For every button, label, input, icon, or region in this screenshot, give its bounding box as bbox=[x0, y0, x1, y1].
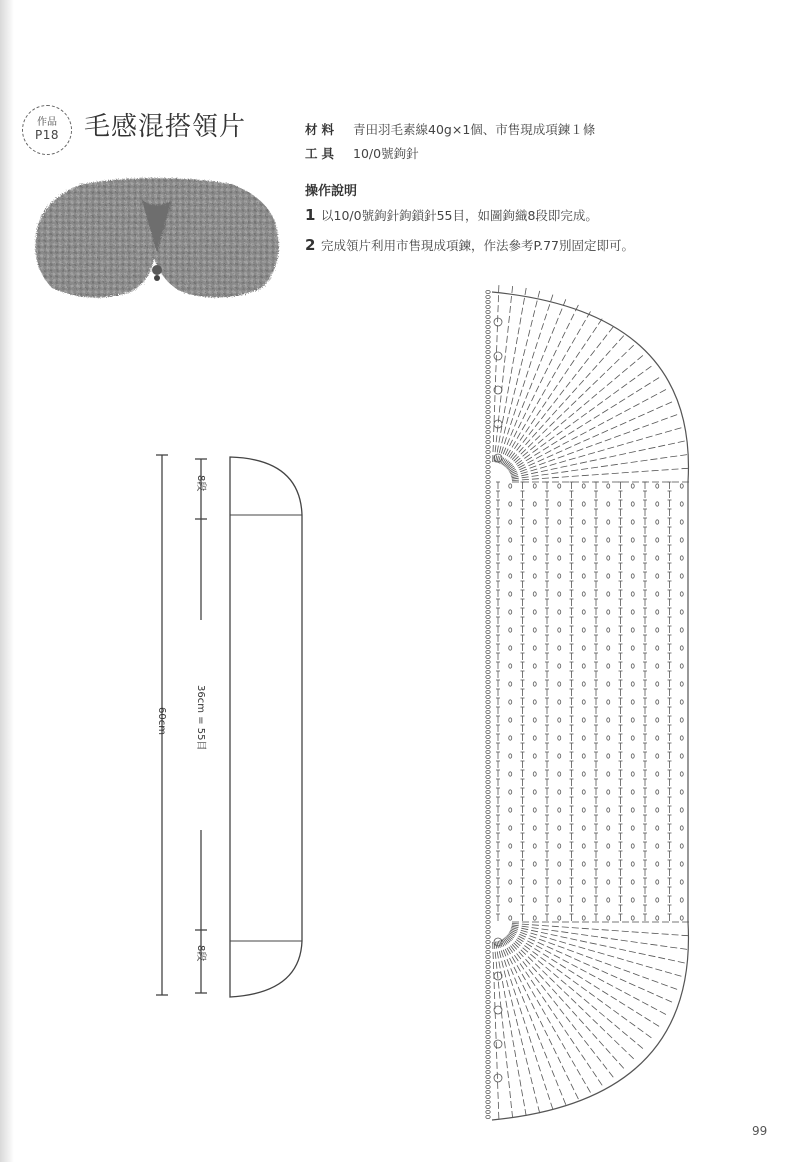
instruction-step-1 bbox=[305, 206, 598, 224]
materials-row bbox=[305, 120, 595, 138]
instruction-step-2 bbox=[305, 236, 634, 254]
instructions-title: 操作說明 bbox=[305, 184, 358, 199]
badge-code: P18 bbox=[34, 127, 59, 142]
materials-value: 青田羽毛素線40g×1個、市售現成項鍊１條 bbox=[353, 122, 596, 137]
center-width-label: 36cm = 55目 bbox=[195, 685, 206, 751]
project-badge bbox=[22, 105, 72, 155]
necklace-charm-icon bbox=[152, 265, 162, 275]
step-text: 完成領片利用市售現成項鍊，作法參考P.77別固定即可。 bbox=[321, 238, 634, 253]
materials-block bbox=[305, 120, 595, 168]
step-text: 以10/0號鉤針鉤鎖針55目，如圖鉤織8段即完成。 bbox=[321, 208, 598, 223]
book-spine-shadow bbox=[0, 0, 14, 1162]
bottom-rows-label: 8段 bbox=[195, 945, 206, 962]
page-title: 毛感混搭領片 bbox=[84, 112, 247, 142]
tools-label: 工具 bbox=[305, 146, 339, 161]
crochet-stitch-chart bbox=[470, 282, 710, 1130]
top-rows-label: 8段 bbox=[195, 475, 206, 492]
tools-row bbox=[305, 144, 595, 162]
page-number: 99 bbox=[752, 1124, 768, 1138]
step-number: 2 bbox=[305, 236, 316, 254]
step-number: 1 bbox=[305, 206, 316, 224]
collar-schematic bbox=[150, 445, 320, 1005]
badge-label: 作品 bbox=[37, 117, 57, 129]
total-length-label: 60cm bbox=[156, 707, 167, 735]
product-photo bbox=[22, 170, 292, 315]
materials-label: 材料 bbox=[305, 122, 339, 137]
tools-value: 10/0號鉤針 bbox=[353, 146, 419, 161]
